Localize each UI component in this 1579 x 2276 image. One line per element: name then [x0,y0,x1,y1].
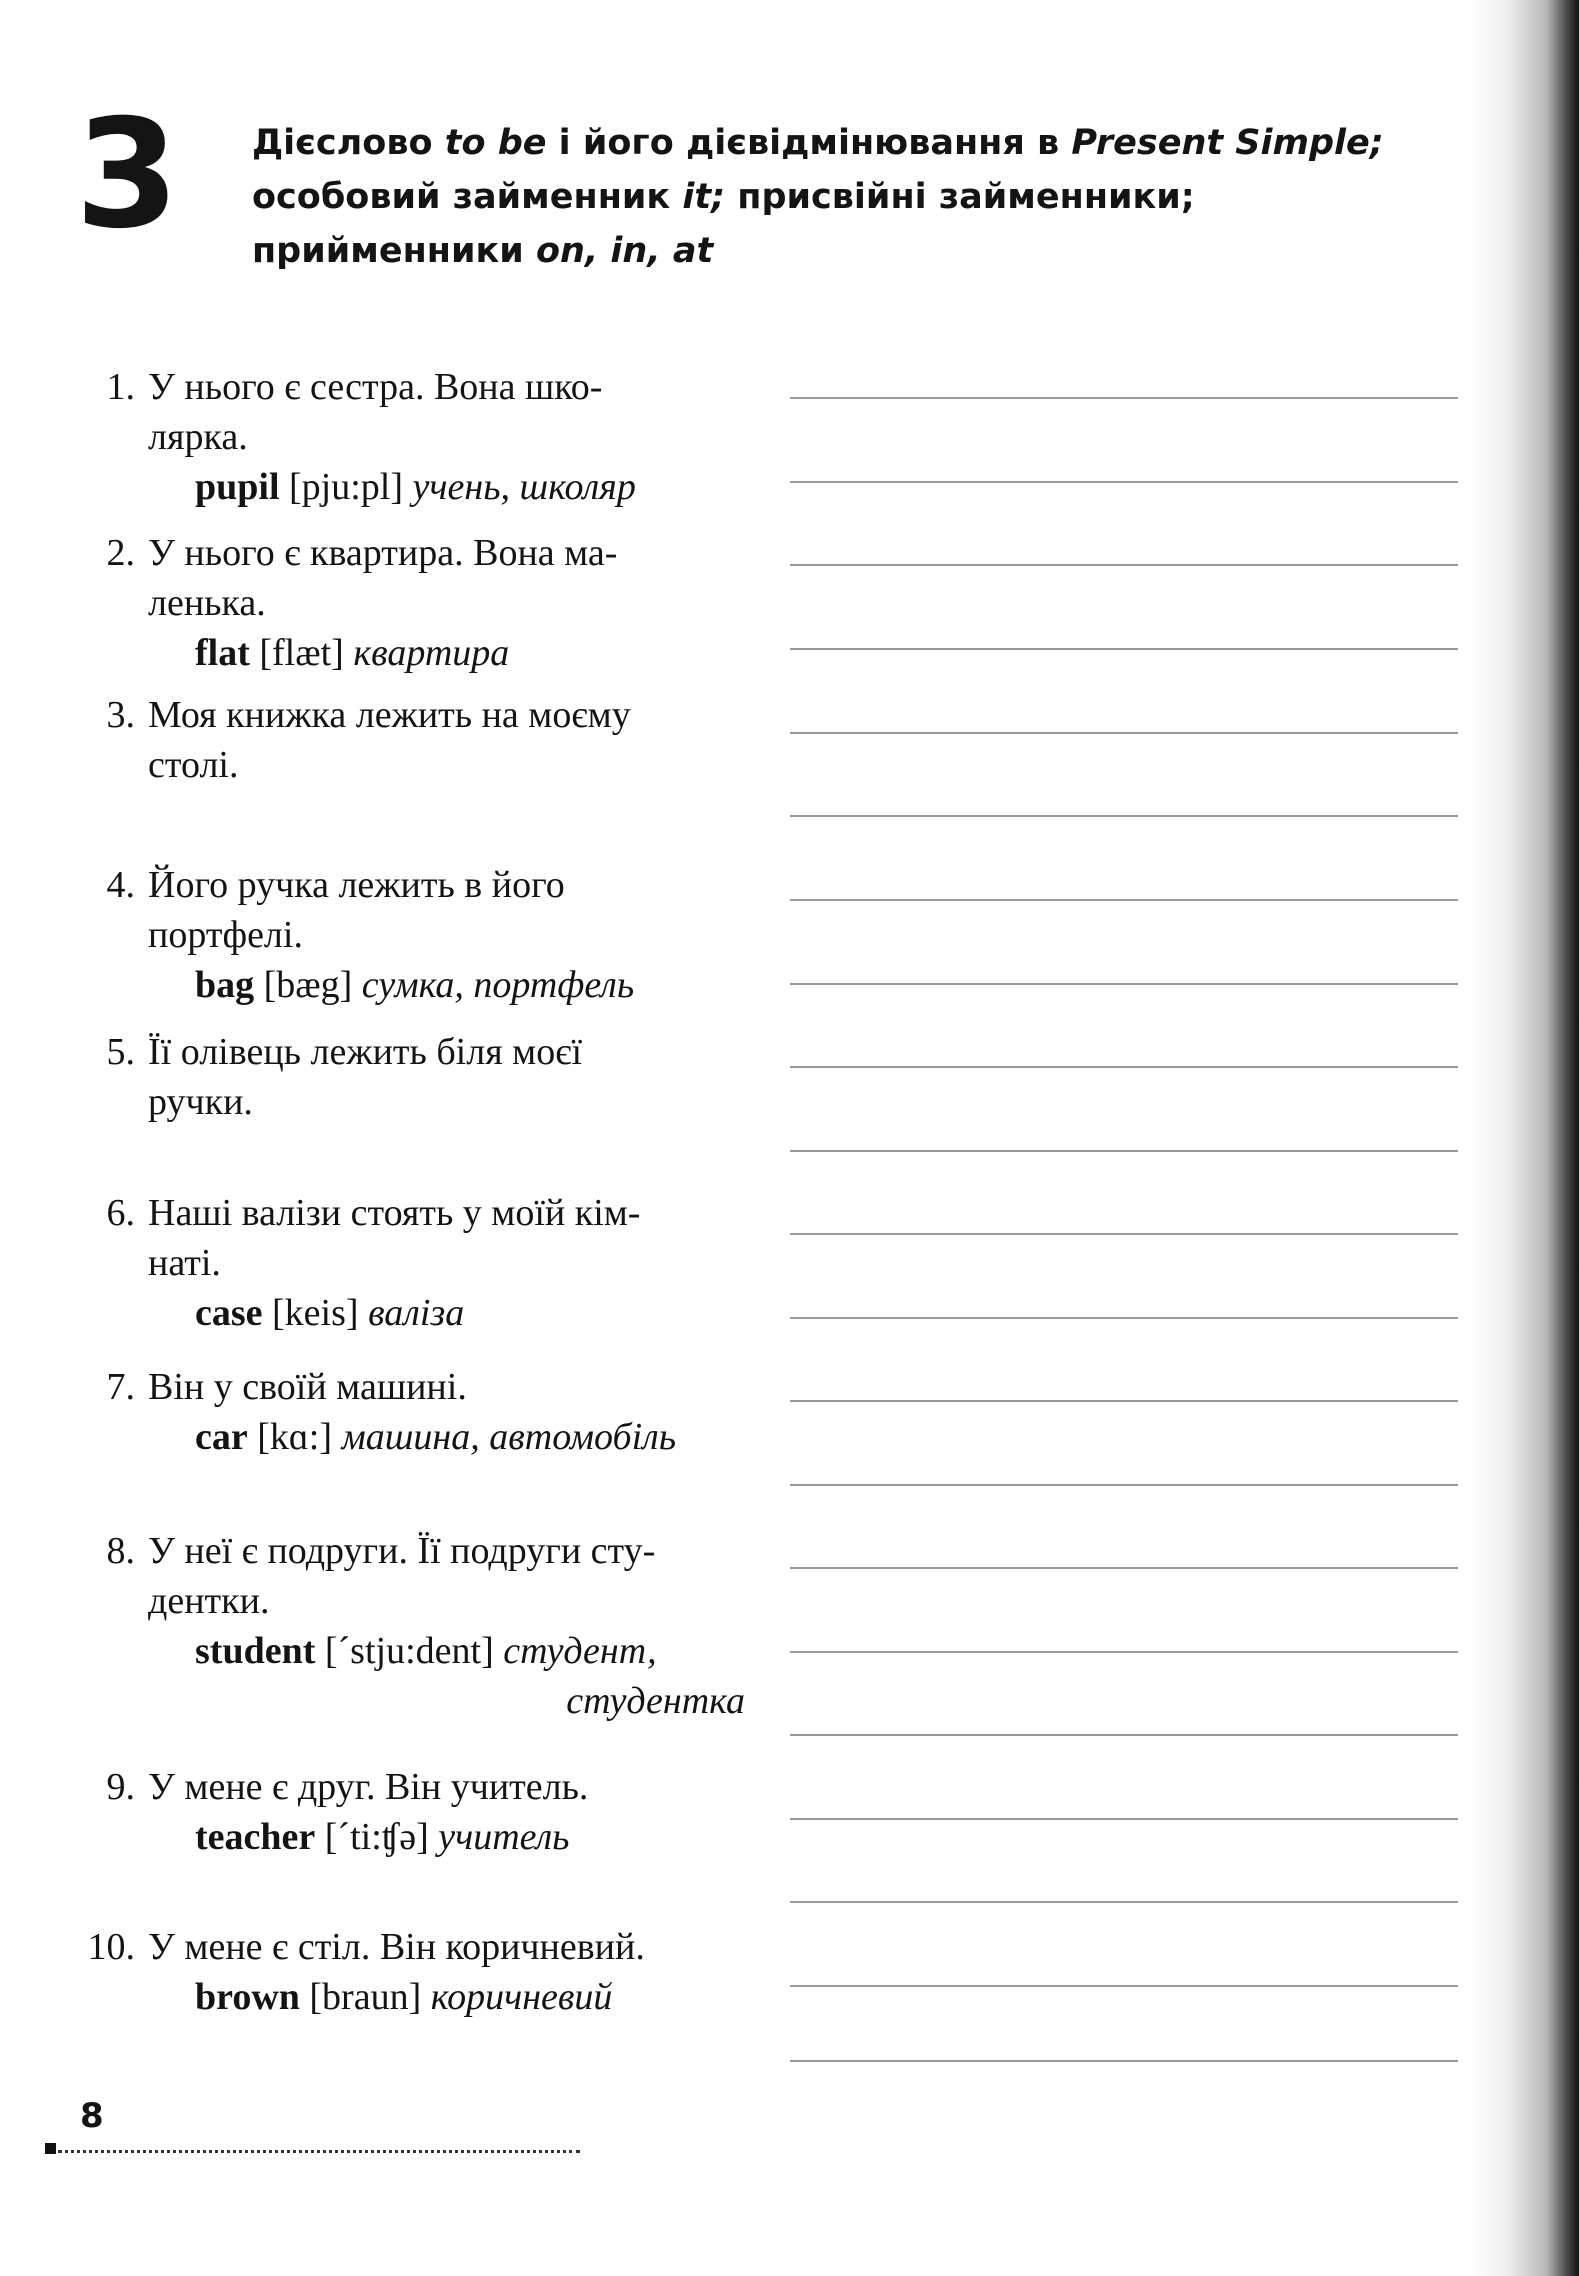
answer-line[interactable] [790,564,1458,566]
answer-line[interactable] [790,1734,1458,1736]
vocab-entry: flat [flæt] квартира [195,632,510,674]
answer-line[interactable] [790,815,1458,817]
answer-line[interactable] [790,481,1458,483]
exercise-item: 8. У неї є подруги. Її подруги сту- дентки. student [ˊstju:dent] студент, студентка [60,1526,745,1726]
vocab-entry: brown [braun] коричневий [195,1976,613,2018]
answer-line[interactable] [790,1066,1458,1068]
vocab-entry: case [keis] валіза [195,1292,465,1334]
vocab-entry: pupil [pju:pl] учень, школяр [195,466,636,508]
exercise-item: 6. Наші валізи стоять у моїй кім- наті. case [keis] валіза [60,1188,745,1338]
answer-line[interactable] [790,2060,1458,2062]
answer-line[interactable] [790,1985,1458,1987]
page-binding-shadow [1469,0,1579,2276]
answer-line[interactable] [790,1651,1458,1653]
answer-line[interactable] [790,899,1458,901]
exercise-item: 1. У нього є сестра. Вона шко- лярка. pupil [pju:pl] учень, школяр [60,362,745,512]
footer-dotted-rule [58,2150,580,2153]
exercise-item: 2. У нього є квартира. Вона ма- ленька. flat [flæt] квартира [60,528,745,678]
exercise-item: 10. У мене є стіл. Він коричневий. brown [braun] коричневий [60,1922,745,2022]
heading-line-1: Дієслово to be і його дієвідмінювання в Present Simple; [252,123,1384,163]
footer-marker [45,2143,56,2154]
exercise-item: 4. Його ручка лежить в його портфелі. bag [bæg] сумка, портфель [60,860,745,1010]
exercise-item: 3. Моя книжка лежить на моєму столі. [106,694,631,786]
vocab-entry: student [ˊstju:dent] студент, [195,1630,657,1672]
exercise-item: 9. У мене є друг. Він учитель. teacher [ˊti:ʧə] учитель [60,1762,745,1862]
answer-line[interactable] [790,1233,1458,1235]
vocab-entry: car [kɑ:] машина, автомобіль [195,1416,677,1458]
answer-line[interactable] [790,732,1458,734]
answer-line[interactable] [790,1317,1458,1319]
answer-line[interactable] [790,1818,1458,1820]
page-number: 8 [80,2096,104,2136]
answer-line[interactable] [790,1901,1458,1903]
answer-line[interactable] [790,648,1458,650]
exercise-item: 5. Її олівець лежить біля моєї ручки. [106,1031,583,1123]
lesson-number: 3 [75,88,176,262]
answer-line[interactable] [790,1150,1458,1152]
answer-line[interactable] [790,397,1458,399]
answer-line[interactable] [790,983,1458,985]
vocab-translation-continued: студентка [566,1680,745,1722]
heading-line-2: особовий займенник it; присвійні займенники; [252,177,1195,217]
vocab-entry: bag [bæg] сумка, портфель [195,964,635,1006]
answer-line[interactable] [790,1400,1458,1402]
lesson-heading [252,116,1392,278]
exercise-item: 7. Він у своїй машині. car [kɑ:] машина, автомобіль [60,1362,745,1462]
answer-line[interactable] [790,1567,1458,1569]
answer-line[interactable] [790,1484,1458,1486]
vocab-entry: teacher [ˊti:ʧə] учитель [195,1816,570,1858]
heading-line-3: прийменники on, in, at [252,231,714,271]
